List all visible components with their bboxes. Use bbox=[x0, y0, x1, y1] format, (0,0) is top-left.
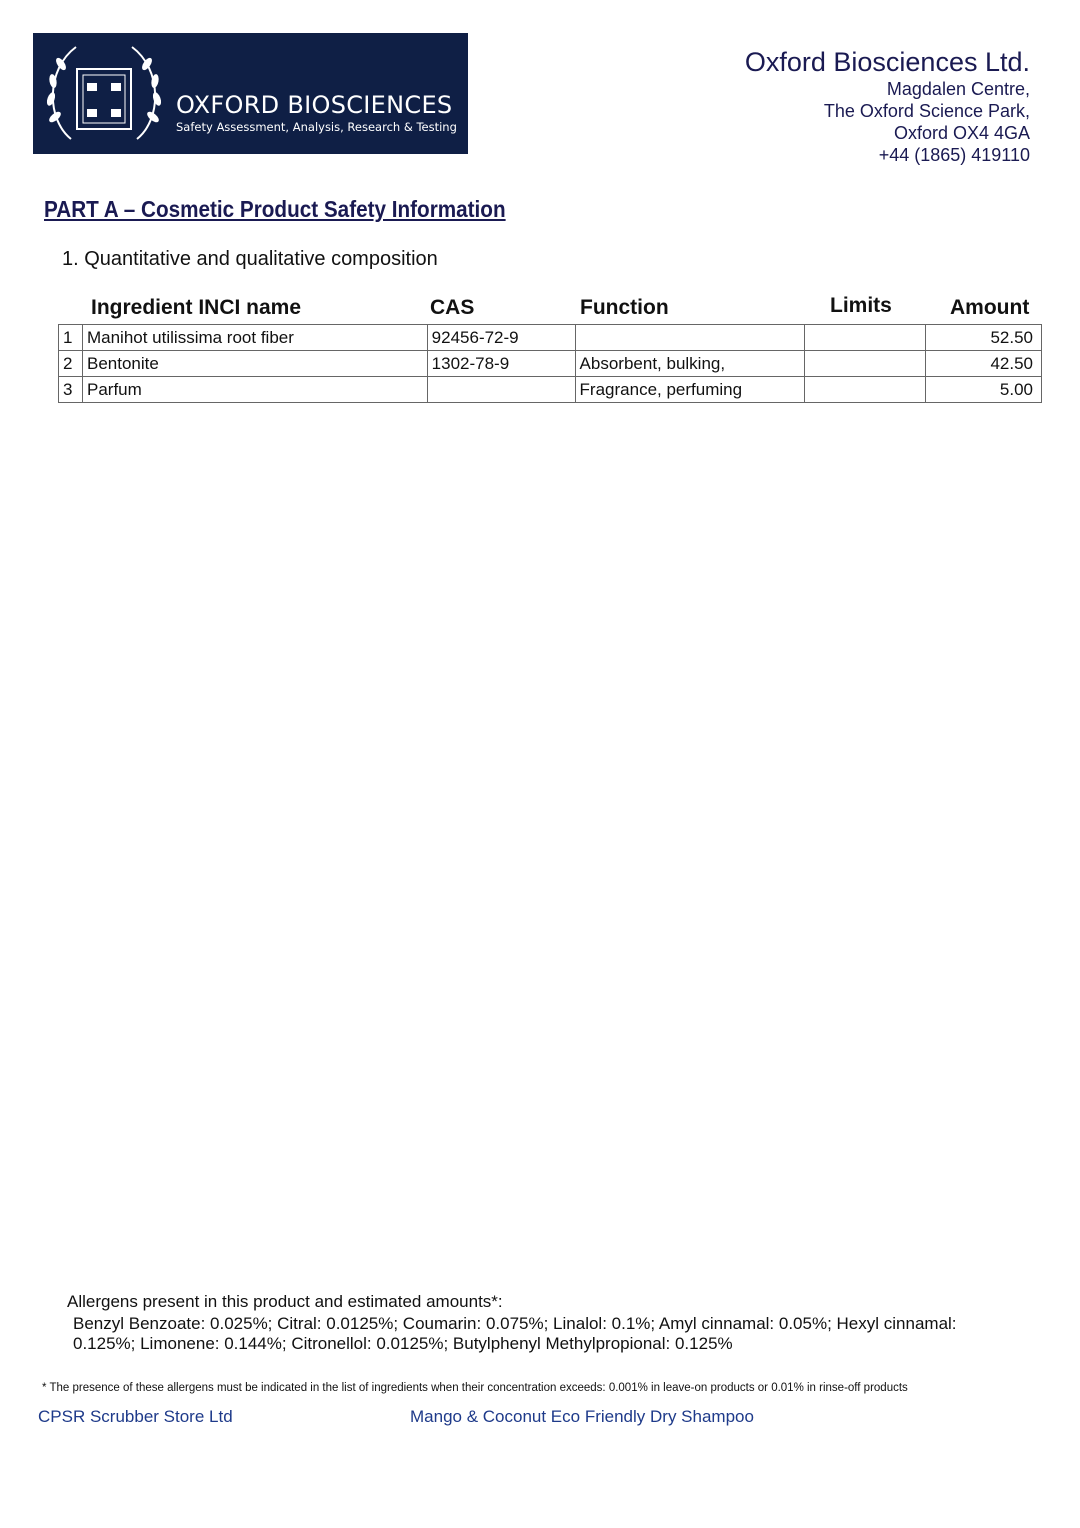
composition-table bbox=[58, 324, 1042, 403]
footer-report-label: CPSR Scrubber Store Ltd bbox=[38, 1407, 233, 1426]
ingredient-amount: 42.50 bbox=[926, 351, 1042, 377]
column-header-cas: CAS bbox=[430, 296, 475, 319]
address-line: Oxford OX4 4GA bbox=[893, 123, 1030, 143]
ingredient-cas: 92456-72-9 bbox=[427, 325, 575, 351]
column-header-amount: Amount bbox=[950, 296, 1030, 319]
company-logo bbox=[33, 33, 468, 154]
allergen-footnote: * The presence of these allergens must be indicated in the list of ingredients when their concentration exceeds: 0.001% in leave-on products or 0.01% in rinse-off products bbox=[42, 1382, 908, 1394]
row-number: 1 bbox=[59, 325, 83, 351]
ingredient-function: Absorbent, bulking, bbox=[575, 351, 805, 377]
ingredient-limits bbox=[805, 351, 926, 377]
section-title: 1. Quantitative and qualitative composition bbox=[62, 248, 438, 270]
part-title: PART A – Cosmetic Product Safety Information bbox=[44, 196, 506, 222]
column-header-limits: Limits bbox=[830, 294, 892, 317]
address-line: The Oxford Science Park, bbox=[823, 101, 1030, 121]
table-row bbox=[59, 325, 1042, 351]
company-name: Oxford Biosciences Ltd. bbox=[744, 47, 1030, 77]
ingredient-amount: 5.00 bbox=[926, 377, 1042, 403]
ingredient-limits bbox=[805, 325, 926, 351]
allergens-title: Allergens present in this product and estimated amounts*: bbox=[67, 1292, 503, 1311]
ingredient-function: Fragrance, perfuming bbox=[575, 377, 805, 403]
laurel-crest-icon bbox=[41, 39, 167, 149]
ingredient-cas bbox=[427, 377, 575, 403]
table-row bbox=[59, 351, 1042, 377]
row-number: 3 bbox=[59, 377, 83, 403]
ingredient-limits bbox=[805, 377, 926, 403]
ingredient-amount: 52.50 bbox=[926, 325, 1042, 351]
logo-title: OXFORD BIOSCIENCES bbox=[176, 91, 453, 119]
row-number: 2 bbox=[59, 351, 83, 377]
column-header-function: Function bbox=[580, 296, 669, 319]
footer-product-name: Mango & Coconut Eco Friendly Dry Shampoo bbox=[410, 1407, 754, 1426]
logo-tagline: Safety Assessment, Analysis, Research & Testing bbox=[176, 120, 457, 134]
phone-number: +44 (1865) 419110 bbox=[878, 145, 1030, 165]
ingredient-name: Manihot utilissima root fiber bbox=[82, 325, 427, 351]
company-address-block bbox=[745, 46, 1030, 166]
ingredient-name: Parfum bbox=[82, 377, 427, 403]
allergens-list: Benzyl Benzoate: 0.025%; Citral: 0.0125%; Coumarin: 0.075%; Linalol: 0.1%; Amyl cinnamal: 0.05%; Hexyl cinnamal: 0.125%; Limonene: 0.144%; Citronellol: 0.0125%; Butylphenyl Methylpropional: 0.125% bbox=[73, 1314, 957, 1353]
ingredient-cas: 1302-78-9 bbox=[427, 351, 575, 377]
ingredient-name: Bentonite bbox=[82, 351, 427, 377]
column-header-name: Ingredient INCI name bbox=[91, 296, 302, 319]
ingredient-function bbox=[575, 325, 805, 351]
address-line: Magdalen Centre, bbox=[886, 79, 1030, 99]
table-row bbox=[59, 377, 1042, 403]
